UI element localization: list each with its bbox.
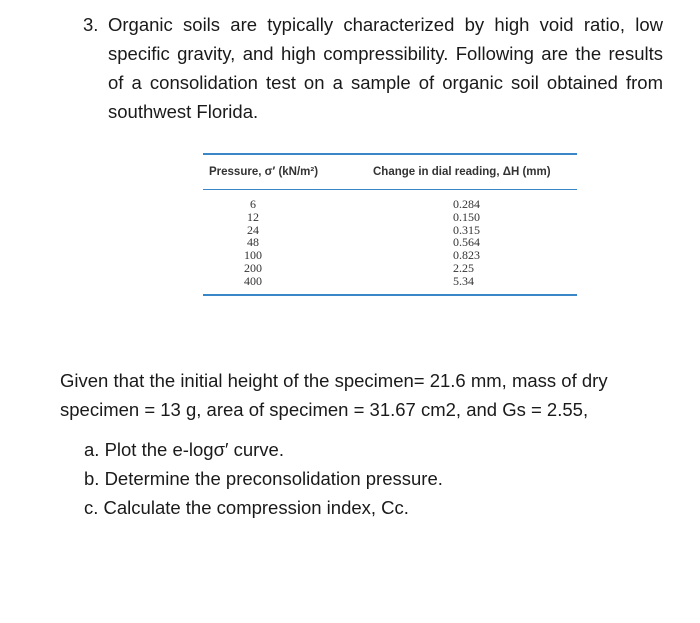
consolidation-table [203, 153, 577, 296]
dial-change-column [453, 198, 480, 288]
dial-change-cell: 0.315 [453, 222, 480, 237]
header-pressure: Pressure, σ′ (kN/m²) [209, 166, 319, 178]
pressure-cell: 6 [250, 197, 256, 211]
dial-change-cell: 0.823 [453, 248, 480, 263]
task-item: a. Plot the e-logσ′ curve. [84, 439, 284, 460]
problem-text: Organic soils are typically characterized by high void ratio, low specific gravity, and high compressibility. Following are the results of a consolidation test on a sample of organic soil obtained from southwest Florida. [108, 14, 663, 122]
pressure-cell: 12 [247, 209, 259, 224]
dial-change-cell: 5.34 [453, 273, 474, 288]
dial-change-cell: 0.150 [453, 209, 480, 224]
dial-change-cell: 2.25 [453, 260, 474, 275]
problem-number: 3. [83, 14, 99, 35]
dial-change-cell: 0.564 [453, 235, 480, 250]
pressure-cell: 24 [247, 222, 259, 237]
given-data: Given that the initial height of the specimen= 21.6 mm, mass of dry specimen = 13 g, area of specimen = 31.67 cm2, and Gs = 2.55, [60, 370, 608, 420]
pressure-cell: 100 [244, 248, 262, 263]
pressure-cell: 200 [244, 260, 262, 275]
table-body [203, 190, 577, 294]
pressure-column [203, 198, 303, 288]
task-item: c. Calculate the compression index, Cc. [84, 497, 409, 518]
header-dial-change: Change in dial reading, ΔH (mm) [373, 166, 551, 178]
table-bottom-rule [203, 294, 577, 296]
task-item: b. Determine the preconsolidation pressure. [84, 468, 443, 489]
problem-statement [83, 10, 663, 126]
task-list [84, 435, 443, 522]
dial-change-cell: 0.284 [453, 197, 480, 211]
pressure-cell: 48 [247, 235, 259, 250]
table-header [203, 155, 577, 189]
pressure-cell: 400 [244, 273, 262, 288]
